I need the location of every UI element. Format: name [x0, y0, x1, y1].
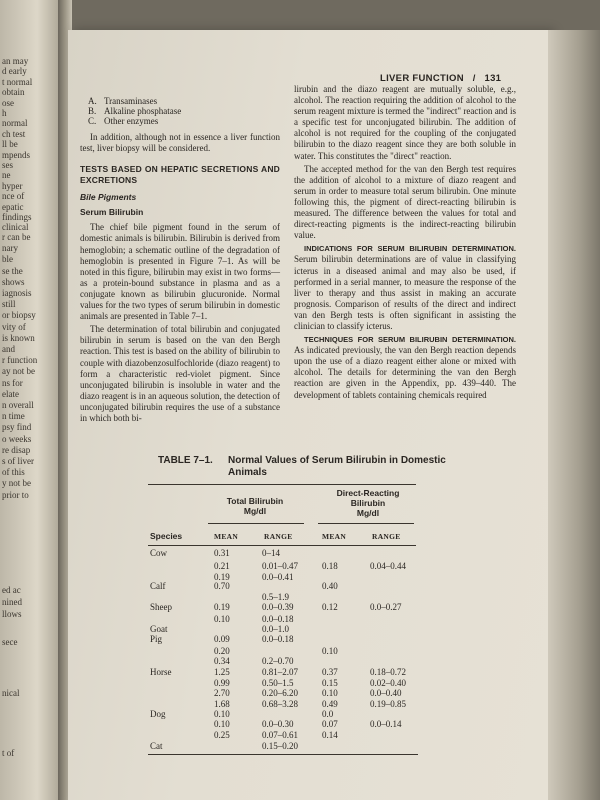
cell-range: 0.50–1.5	[262, 678, 294, 688]
facing-page-fragment: normal	[2, 118, 28, 129]
cell-direct-mean: 0.14	[322, 730, 338, 740]
cell-species: Dog	[150, 709, 166, 719]
facing-page-fragment: ll be	[2, 139, 18, 150]
table-header-rule	[148, 545, 416, 546]
cell-range: 0.68–3.28	[262, 699, 298, 709]
enzyme-list	[88, 96, 280, 126]
cell-range: 0.0–1.0	[262, 624, 289, 634]
group-header-total: Total Bilirubin Mg/dl	[226, 496, 284, 516]
cell-direct-mean: 0.15	[322, 678, 338, 688]
facing-page-fragment: ses	[2, 160, 13, 170]
list-text: Other enzymes	[104, 116, 159, 126]
facing-page-fragment: y not be	[2, 478, 31, 489]
group-rule-total	[208, 523, 304, 524]
cell-direct-mean: 0.49	[322, 699, 338, 709]
col-header-range: RANGE	[264, 532, 293, 541]
facing-page-fragment: llows	[2, 609, 22, 619]
facing-page-fragment: d early	[2, 66, 27, 77]
facing-page-fragment: nce of	[2, 191, 25, 202]
paragraph-indications	[294, 243, 516, 332]
facing-page-fragment: t normal	[2, 76, 33, 87]
left-text-column	[80, 96, 280, 426]
facing-page-fragment: nary	[2, 243, 18, 254]
facing-page-fragment: ay not be	[2, 366, 35, 377]
cell-mean: 0.10	[214, 709, 230, 719]
facing-page-fragment: se the	[2, 265, 23, 276]
cell-mean: 0.19	[214, 572, 230, 582]
cell-direct-mean: 0.37	[322, 667, 338, 677]
cell-range: 0.0–0.41	[262, 572, 294, 582]
facing-page-fragment: n overall	[2, 400, 34, 410]
cell-range: 0.0–0.39	[262, 602, 294, 612]
cell-species: Horse	[150, 667, 172, 677]
cell-mean: 0.25	[214, 730, 230, 740]
facing-page-fragment: t of	[2, 748, 15, 758]
facing-page-fragment: ch test	[2, 128, 26, 139]
paragraph-techniques	[294, 334, 516, 401]
cell-range: 0.20–6.20	[262, 688, 298, 698]
cell-direct-range: 0.0–0.14	[370, 719, 402, 729]
cell-direct-range: 0.19–0.85	[370, 699, 406, 709]
facing-page	[0, 0, 62, 800]
cell-mean: 1.25	[214, 667, 230, 677]
facing-page-fragment: ns for	[2, 377, 23, 388]
cell-range: 0.0–0.30	[262, 719, 294, 729]
list-item	[88, 106, 280, 116]
facing-page-fragment: h	[2, 108, 7, 118]
right-text-column	[294, 84, 516, 403]
facing-page-fragment: hyper	[2, 180, 23, 191]
facing-page-fragment: ne	[2, 170, 11, 181]
cell-direct-mean: 0.18	[322, 561, 338, 571]
table-label: TABLE 7–1.	[158, 455, 213, 466]
list-marker: A.	[88, 96, 97, 106]
page-stack-edge	[548, 30, 600, 800]
facing-page-fragment: vity of	[2, 321, 26, 332]
cell-mean: 0.19	[214, 602, 230, 612]
cell-direct-mean: 0.12	[322, 602, 338, 612]
facing-page-fragment: ble	[2, 254, 13, 265]
section-heading: TESTS BASED ON HEPATIC SECRETIONS AND EXCRETIONS	[80, 164, 280, 186]
facing-page-fragment: obtain	[2, 87, 25, 98]
cell-direct-mean: 0.10	[322, 688, 338, 698]
page-number: 131	[484, 73, 502, 84]
subheading-bile-pigments: Bile Pigments	[80, 192, 137, 203]
cell-direct-mean: 0.07	[322, 719, 338, 729]
cell-range: 0.0–0.18	[262, 634, 294, 644]
cell-range: 0.01–0.47	[262, 561, 298, 571]
cell-direct-range: 0.02–0.40	[370, 678, 406, 688]
cell-mean: 0.20	[214, 646, 230, 656]
paragraph: The accepted method for the van den Bergh test requires the addition of alcohol to a mixture of diazo reagent and serum in order to measure total serum bilirubin. One minute following this, the pigment of direct-reacting bilirubin is measured. The difference between the values for total and direct-reacting pigments is the indirect-reacting bilirubin value.	[294, 163, 516, 241]
cell-species: Sheep	[150, 602, 172, 612]
facing-page-fragment: epatic	[2, 201, 24, 212]
runin-heading-indications: INDICATIONS FOR SERUM BILIRUBIN DETERMINATION.	[304, 244, 516, 254]
table-top-rule	[148, 484, 416, 485]
col-header-mean: MEAN	[214, 532, 239, 541]
cell-direct-mean: 0.40	[322, 581, 338, 591]
table-bottom-rule	[148, 754, 418, 755]
col-header-species: Species	[150, 531, 183, 541]
running-head-separator: /	[472, 73, 476, 84]
facing-page-fragment: r can be	[2, 232, 31, 242]
cell-direct-mean: 0.0	[322, 709, 334, 719]
facing-page-fragment: of this	[2, 467, 25, 478]
cell-range: 0–14	[262, 548, 280, 558]
facing-page-fragment: and	[2, 344, 15, 354]
cell-mean: 0.09	[214, 634, 230, 644]
cell-species: Cow	[150, 548, 168, 558]
cell-direct-mean: 0.10	[322, 646, 338, 656]
facing-page-fragment: sece	[2, 637, 18, 647]
facing-page-fragment: nined	[2, 597, 22, 607]
facing-page-fragment: psy find	[2, 422, 32, 433]
cell-mean: 0.31	[214, 548, 230, 558]
cell-mean: 0.10	[214, 614, 230, 624]
facing-page-fragment: mpends	[2, 149, 30, 160]
facing-page-fragment: nical	[2, 688, 20, 698]
runin-heading-techniques: TECHNIQUES FOR SERUM BILIRUBIN DETERMINATION.	[304, 335, 516, 345]
facing-page-fragment: clinical	[2, 222, 29, 233]
table-caption	[158, 455, 478, 479]
cell-mean: 0.99	[214, 678, 230, 688]
cell-mean: 2.70	[214, 688, 230, 698]
techniques-text: As indicated previously, the van den Bergh reaction depends upon the use of a diazo reagent either alone or mixed with alcohol. The details for determining the van den Bergh reaction are given in the Appendix, pp. 439–440. The development of tablets containing chemicals required	[294, 345, 516, 400]
cell-direct-range: 0.0–0.27	[370, 602, 402, 612]
facing-page-fragment: ed ac	[2, 585, 21, 595]
facing-page-fragment: prior to	[2, 489, 29, 500]
facing-page-fragment: shows	[2, 276, 25, 287]
indications-text: Serum bilirubin determinations are of value in classifying icterus in a diseased animal and may also be used, if performed in a serial manner, to measure the response of the liver to therapy and thus assist in making an accurate prognosis. Comparison of results of the direct and indirect van den Bergh tests is often significant in assisting the clinician to classify icterus.	[294, 254, 516, 331]
list-item	[88, 96, 280, 106]
cell-range: 0.07–0.61	[262, 730, 298, 740]
facing-page-fragment: ose	[2, 97, 14, 108]
cell-species: Goat	[150, 624, 168, 634]
table-title: Normal Values of Serum Bilirubin in Domestic Animals	[228, 455, 446, 478]
subheading-serum-bilirubin: Serum Bilirubin	[80, 207, 144, 218]
cell-range: 0.0–0.18	[262, 614, 294, 624]
cell-mean: 0.21	[214, 561, 230, 571]
cell-range: 0.81–2.07	[262, 667, 298, 677]
list-marker: C.	[88, 116, 97, 126]
facing-page-fragment: o weeks	[2, 433, 32, 444]
cell-range: 0.2–0.70	[262, 656, 294, 666]
facing-page-fragment: is known	[2, 332, 35, 343]
facing-page-fragment: re disap	[2, 444, 31, 455]
col-header-direct-mean: MEAN	[322, 532, 347, 541]
facing-page-fragment: r function	[2, 355, 38, 366]
list-text: Alkaline phosphatase	[104, 106, 182, 116]
cell-direct-range: 0.04–0.44	[370, 561, 406, 571]
group-header-direct: Direct-Reacting Bilirubin Mg/dl	[336, 488, 400, 518]
paragraph-continued: lirubin and the diazo reagent are mutually soluble, e.g., alcohol. The reaction requiring the addition of alcohol to the serum reagent mixture is termed the "indirect" reaction and is a specific test for unconjugated bilirubin. The addition of alcohol is not required for the coupling of the conjugated bilirubin to the diazo reagent since they are both soluble in water. This constitutes the "direct" reaction.	[294, 84, 516, 161]
cell-range: 0.5–1.9	[262, 592, 289, 602]
running-head	[380, 73, 501, 84]
facing-page-fragment: s of liver	[2, 456, 34, 466]
cell-mean: 0.70	[214, 581, 230, 591]
cell-species: Calf	[150, 581, 166, 591]
running-head-title: LIVER FUNCTION	[380, 73, 464, 84]
list-item	[88, 116, 280, 126]
cell-species: Pig	[150, 634, 163, 644]
facing-page-fragment: findings	[2, 212, 32, 222]
paragraph-addition: In addition, although not in essence a liver function test, liver biopsy will be considered.	[80, 132, 280, 154]
facing-page-fragment: or biopsy	[2, 310, 36, 321]
cell-direct-range: 0.0–0.40	[370, 688, 402, 698]
cell-mean: 0.34	[214, 656, 230, 666]
facing-page-fragment: an may	[2, 56, 29, 66]
list-marker: B.	[88, 106, 97, 116]
cell-mean: 0.10	[214, 719, 230, 729]
cell-species: Cat	[150, 741, 163, 751]
facing-page-fragment: n time	[2, 411, 25, 422]
list-text: Transaminases	[104, 96, 158, 106]
facing-page-fragment: elate	[2, 388, 19, 399]
group-rule-direct	[318, 523, 414, 524]
facing-page-fragment: still	[2, 299, 16, 310]
paragraph: The chief bile pigment found in the serum of domestic animals is bilirubin. Bilirubin is derived from hemoglobin; a schematic outline of the degradation of hemoglobin is presented in Figure 7–1. As will be noted in this figure, bilirubin may exist in two forms—as a protein-bound substance in plasma and as a conjugate known as bilirubin glucuronide. Normal values for the two types of serum bilirubin in domestic animals are presented in Table 7–1.	[80, 222, 280, 322]
cell-range: 0.15–0.20	[262, 741, 298, 751]
cell-direct-range: 0.18–0.72	[370, 667, 406, 677]
paragraph: The determination of total bilirubin and conjugated bilirubin in serum is based on the van den Bergh reaction. This test is based on the ability of bilirubin to couple with diazobenzosulfochloride (diazo reagent) to form a characteristic red-violet pigment. Since unconjugated bilirubin is insoluble in water and the diazo reagent is in an aqueous solution, the detection of unconjugated bilirubin requires the use of a substance in which both bi-	[80, 324, 280, 423]
facing-page-fragment: iagnosis	[2, 288, 32, 298]
col-header-direct-range: RANGE	[372, 532, 401, 541]
cell-mean: 1.68	[214, 699, 230, 709]
